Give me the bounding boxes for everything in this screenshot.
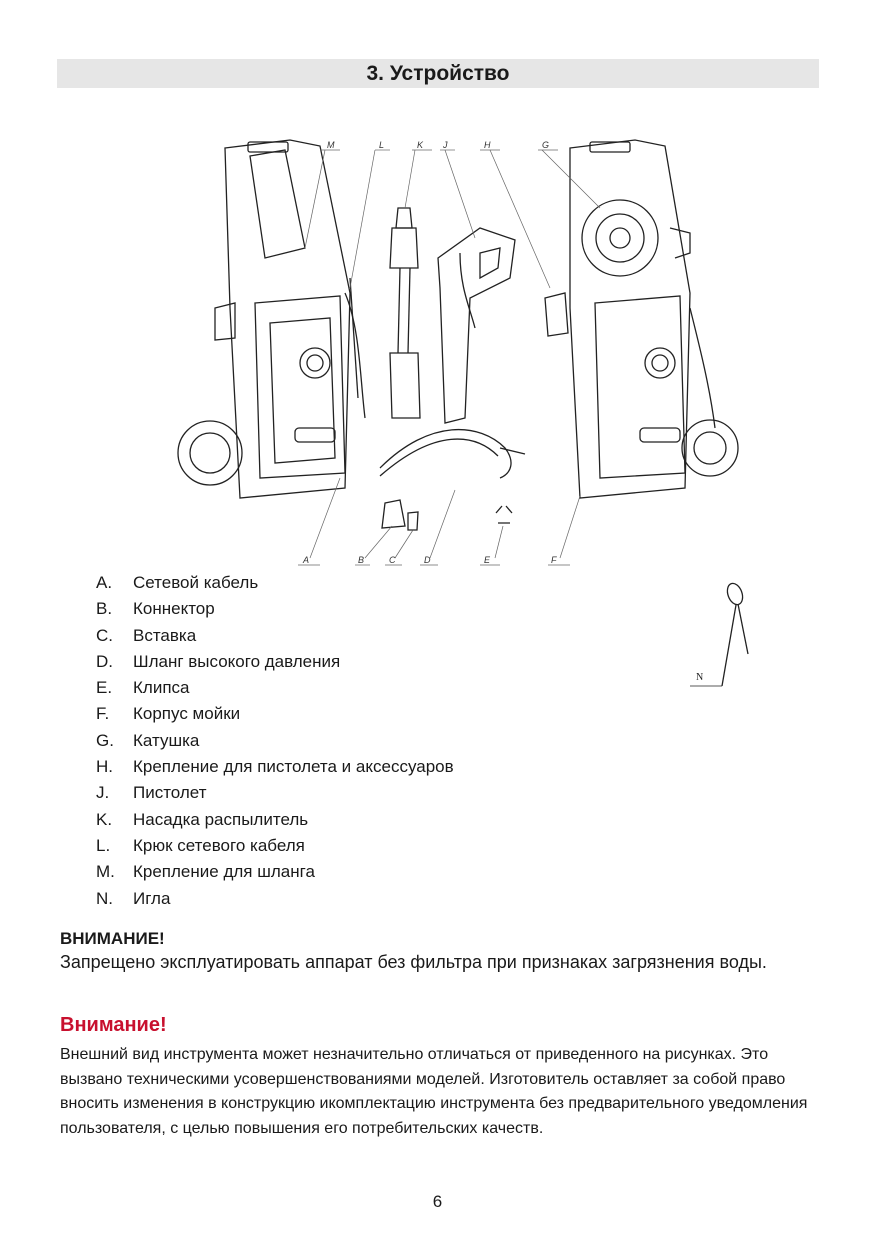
label-B: B	[358, 555, 365, 565]
part-name: Коннектор	[133, 599, 215, 619]
callout-labels	[302, 140, 557, 565]
label-K: K	[417, 140, 424, 150]
part-name: Пистолет	[133, 783, 207, 803]
part-name: Крепление для пистолета и аксессуаров	[133, 757, 454, 777]
part-letter: N.	[96, 888, 113, 908]
part-letter: E.	[96, 678, 113, 698]
part-letter: B.	[96, 599, 113, 619]
section-title-bar	[57, 59, 819, 88]
list-item	[96, 572, 454, 598]
warning-text: Запрещено эксплуатировать аппарат без фильтра при признаках загрязнения воды.	[60, 952, 767, 972]
label-G: G	[542, 140, 550, 150]
part-name: Насадка распылитель	[133, 809, 309, 829]
left-machine-illustration	[178, 140, 365, 498]
part-letter: F.	[96, 704, 110, 724]
accessories-illustration	[380, 208, 525, 530]
device-diagram	[170, 128, 750, 573]
part-letter: G.	[96, 730, 114, 750]
label-E: E	[484, 555, 491, 565]
notice-heading: Внимание!	[60, 1014, 167, 1036]
part-letter: J.	[96, 783, 110, 803]
section-title: 3. Устройство	[366, 62, 510, 85]
needle-illustration	[680, 578, 760, 693]
label-H: H	[484, 140, 491, 150]
label-M: M	[327, 140, 335, 150]
list-item	[96, 625, 454, 651]
part-letter: M.	[96, 862, 115, 882]
warning-heading: ВНИМАНИЕ!	[60, 929, 165, 948]
page-number: 6	[432, 1192, 443, 1211]
part-letter: A.	[96, 573, 113, 592]
notice-text: Внешний вид инструмента может незначительно отличаться от приведенного на рисунках. Это вызвано техническими усовершенствованиями моделей. Изготовитель оставляет за собой право вносить изменения в конструкцию икомплектацию инструмента без предварительного уведомления пользователя, с целью повышения его потребительских качеств.	[60, 1046, 808, 1137]
label-C: C	[389, 555, 396, 565]
right-machine-illustration	[545, 140, 738, 498]
label-F: F	[551, 555, 557, 565]
list-item	[96, 703, 454, 729]
part-name: Игла	[133, 888, 171, 908]
list-item	[96, 598, 454, 624]
label-A: A	[303, 555, 310, 565]
part-letter: D.	[96, 651, 113, 671]
list-item	[96, 888, 454, 914]
part-name: Корпус мойки	[133, 704, 241, 724]
part-letter: H.	[96, 757, 113, 777]
label-D: D	[424, 555, 431, 565]
part-name: Шланг высокого давления	[133, 651, 341, 671]
part-name: Вставка	[133, 625, 197, 645]
part-letter: L.	[96, 835, 111, 855]
list-item	[96, 835, 454, 861]
list-item	[96, 651, 454, 677]
list-item	[96, 782, 454, 808]
list-item	[96, 756, 454, 782]
part-name: Катушка	[133, 730, 200, 750]
needle-label: N	[696, 672, 704, 683]
label-L: L	[379, 140, 385, 150]
callout-lines	[298, 150, 600, 565]
list-item	[96, 730, 454, 756]
list-item	[96, 809, 454, 835]
label-J: J	[443, 140, 448, 150]
part-name: Сетевой кабель	[133, 573, 259, 592]
list-item	[96, 677, 454, 703]
list-item	[96, 861, 454, 887]
part-name: Крюк сетевого кабеля	[133, 835, 305, 855]
part-letter: C.	[96, 625, 113, 645]
part-name: Крепление для шланга	[133, 862, 315, 882]
parts-list	[96, 572, 454, 914]
part-name: Клипса	[133, 678, 190, 698]
part-letter: K.	[96, 809, 113, 829]
